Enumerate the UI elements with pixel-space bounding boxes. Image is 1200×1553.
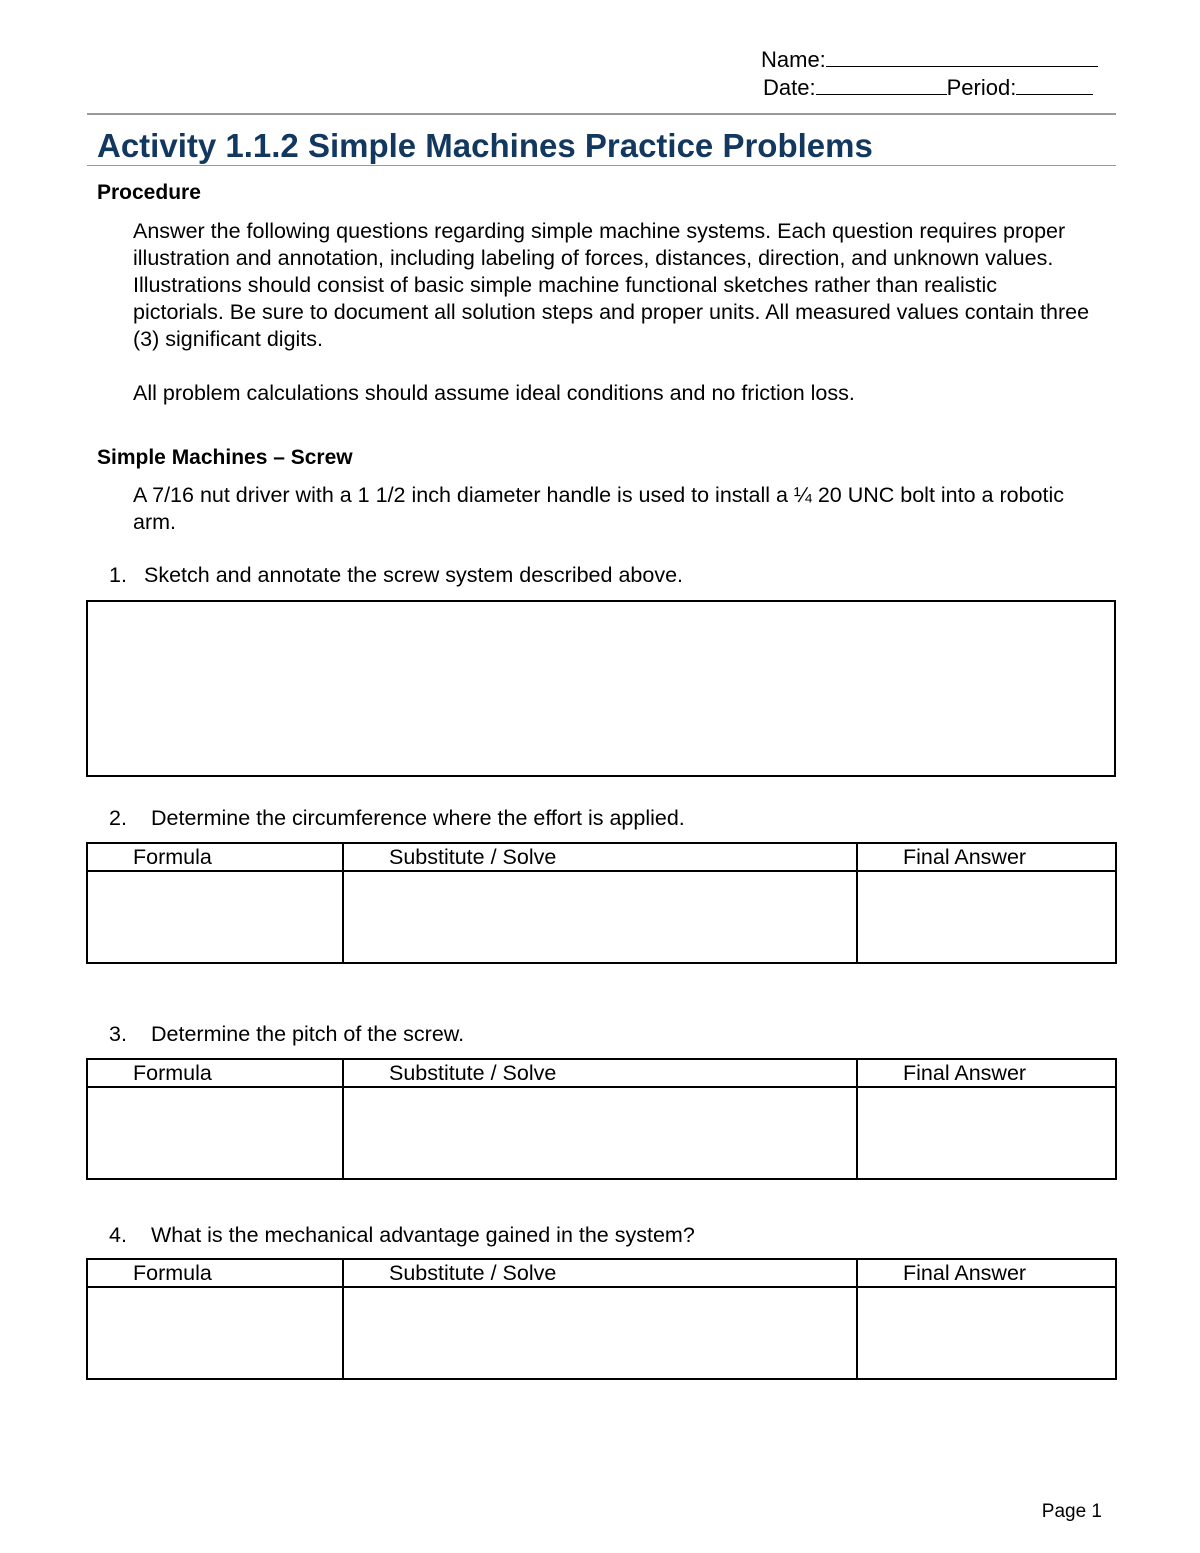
procedure-paragraph: Answer the following questions regarding simple machine systems. Each question requires proper illustration and annotation, including labeling of forces, distances, direction, and unknown values. Illustrations should consist of basic simple machine functional sketches rather than realistic pictorials. Be sure to document all solution steps and proper units. All measured values contain three (3) significant digits. bbox=[133, 219, 1090, 351]
answer-table-2 bbox=[86, 842, 1117, 964]
formula-cell[interactable] bbox=[87, 1287, 343, 1379]
question-2 bbox=[109, 805, 685, 831]
final-answer-header: Final Answer bbox=[857, 843, 1116, 871]
question-4-text: What is the mechanical advantage gained in the system? bbox=[151, 1223, 695, 1247]
formula-header: Formula bbox=[87, 1259, 343, 1287]
formula-cell[interactable] bbox=[87, 1087, 343, 1179]
formula-cell[interactable] bbox=[87, 871, 343, 963]
answer-table-3 bbox=[86, 1058, 1117, 1180]
page-title: Activity 1.1.2 Simple Machines Practice Problems bbox=[97, 127, 873, 164]
name-blank[interactable] bbox=[826, 46, 1098, 67]
question-3-text: Determine the pitch of the screw. bbox=[151, 1022, 465, 1046]
question-3-number: 3. bbox=[109, 1022, 127, 1046]
substitute-header: Substitute / Solve bbox=[343, 1059, 857, 1087]
title-divider bbox=[87, 165, 1116, 166]
substitute-cell[interactable] bbox=[343, 1087, 857, 1179]
date-blank[interactable] bbox=[816, 74, 947, 95]
question-4 bbox=[109, 1222, 695, 1248]
name-label: Name: bbox=[761, 47, 826, 72]
page-number: Page 1 bbox=[1041, 1501, 1102, 1522]
question-1-text: Sketch and annotate the screw system described above. bbox=[144, 563, 684, 587]
substitute-header: Substitute / Solve bbox=[343, 1259, 857, 1287]
formula-header: Formula bbox=[87, 1059, 343, 1087]
substitute-cell[interactable] bbox=[343, 871, 857, 963]
final-answer-cell[interactable] bbox=[857, 1287, 1116, 1379]
question-1-number: 1. bbox=[109, 563, 127, 587]
question-4-number: 4. bbox=[109, 1223, 127, 1247]
substitute-header: Substitute / Solve bbox=[343, 843, 857, 871]
header-divider bbox=[87, 113, 1116, 115]
screw-heading: Simple Machines – Screw bbox=[97, 446, 353, 469]
friction-note: All problem calculations should assume ideal conditions and no friction loss. bbox=[133, 381, 855, 405]
period-label: Period: bbox=[946, 75, 1017, 100]
name-line bbox=[761, 46, 1098, 73]
date-period-line bbox=[763, 74, 1093, 101]
date-label: Date: bbox=[763, 75, 816, 100]
final-answer-header: Final Answer bbox=[857, 1259, 1116, 1287]
substitute-cell[interactable] bbox=[343, 1287, 857, 1379]
final-answer-header: Final Answer bbox=[857, 1059, 1116, 1087]
question-2-number: 2. bbox=[109, 806, 127, 830]
formula-header: Formula bbox=[87, 843, 343, 871]
final-answer-cell[interactable] bbox=[857, 1087, 1116, 1179]
question-3 bbox=[109, 1021, 464, 1047]
final-answer-cell[interactable] bbox=[857, 871, 1116, 963]
period-blank[interactable] bbox=[1016, 74, 1093, 95]
answer-table-4 bbox=[86, 1258, 1117, 1380]
sketch-answer-box[interactable] bbox=[86, 600, 1116, 777]
procedure-heading: Procedure bbox=[97, 181, 201, 204]
screw-description: A 7/16 nut driver with a 1 1/2 inch diameter handle is used to install a ¼ 20 UNC bolt into a robotic arm. bbox=[133, 483, 1064, 534]
question-2-text: Determine the circumference where the effort is applied. bbox=[151, 806, 685, 830]
question-1 bbox=[109, 562, 683, 588]
